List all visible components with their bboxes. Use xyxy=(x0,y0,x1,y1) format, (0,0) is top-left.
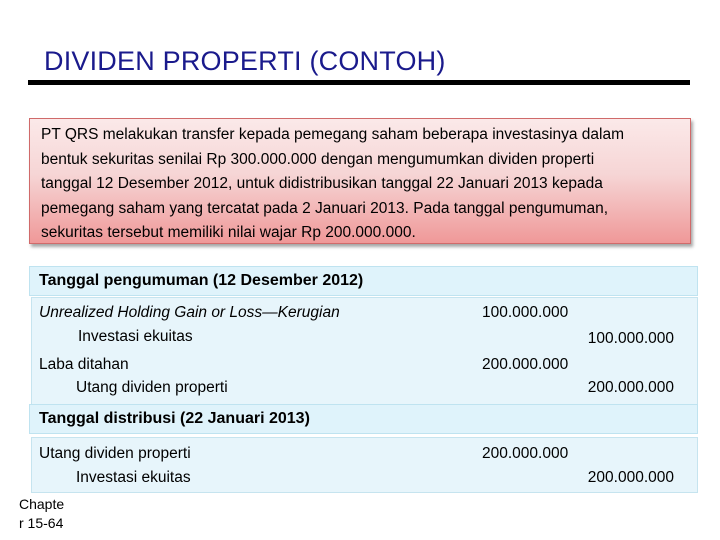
declaration-journal-entries xyxy=(31,297,698,405)
journal-credit-amount: 200.000.000 xyxy=(587,469,674,486)
chapter-label-line-1: Chapte xyxy=(19,496,65,512)
distribution-journal-entries xyxy=(31,437,698,493)
description-line-5: sekuritas tersebut memiliki nilai wajar Rp 200.000.000. xyxy=(41,224,416,241)
chapter-page-label xyxy=(19,495,79,533)
chapter-label-line-2: r 15-64 xyxy=(19,515,64,531)
example-description-box xyxy=(29,118,691,244)
journal-debit-amount: 200.000.000 xyxy=(482,445,569,462)
journal-debit-account: Utang dividen properti xyxy=(39,445,191,462)
journal-credit-account: Investasi ekuitas xyxy=(76,469,191,486)
description-line-1: PT QRS melakukan transfer kepada pemegang saham beberapa investasinya dalam xyxy=(41,126,625,143)
journal-credit-account: Investasi ekuitas xyxy=(78,328,193,345)
description-line-4: pemegang saham yang tercatat pada 2 Januari 2013. Pada tanggal pengumuman, xyxy=(41,199,609,217)
journal-credit-amount: 200.000.000 xyxy=(587,379,674,396)
journal-debit-amount: 100.000.000 xyxy=(482,304,569,321)
journal-credit-account: Utang dividen properti xyxy=(76,379,228,396)
description-line-3: tanggal 12 Desember 2012, untuk didistribusikan tanggal 22 Januari 2013 kepada xyxy=(41,175,603,192)
distribution-date-heading: Tanggal distribusi (22 Januari 2013) xyxy=(29,404,698,434)
title-divider xyxy=(28,80,690,85)
description-line-2: bentuk sekuritas senilai Rp 300.000.000 dengan mengumumkan dividen properti xyxy=(41,150,595,168)
journal-debit-account: Laba ditahan xyxy=(39,356,129,373)
journal-credit-amount: 100.000.000 xyxy=(587,330,674,347)
slide-title: DIVIDEN PROPERTI (CONTOH) xyxy=(44,46,446,76)
declaration-date-heading: Tanggal pengumuman (12 Desember 2012) xyxy=(29,266,698,296)
journal-debit-account: Unrealized Holding Gain or Loss—Kerugian xyxy=(39,304,340,321)
journal-debit-amount: 200.000.000 xyxy=(482,356,569,373)
